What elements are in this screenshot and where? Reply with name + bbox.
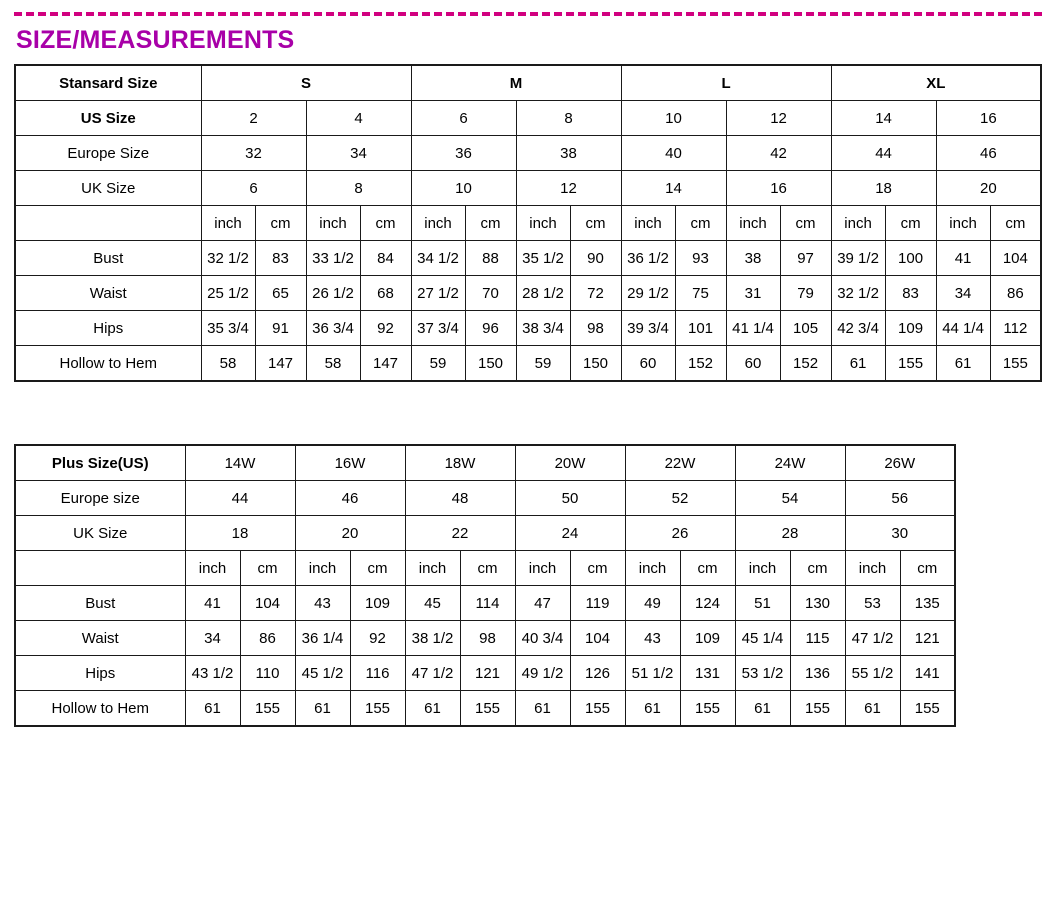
table-row	[15, 586, 955, 621]
group-l: L	[621, 65, 831, 101]
hollow-5: 150	[465, 346, 516, 382]
bust-plus-12: 53	[845, 586, 900, 621]
hollow-3: 147	[360, 346, 411, 382]
unit-13: cm	[885, 206, 936, 241]
bust-5: 88	[465, 241, 516, 276]
waist-plus-10: 45 1/4	[735, 621, 790, 656]
unit-plus-9: cm	[680, 551, 735, 586]
hips-plus-13: 141	[900, 656, 955, 691]
hollow-1: 147	[255, 346, 306, 382]
cell-uk-plus-3: 24	[515, 516, 625, 551]
bust-plus-2: 43	[295, 586, 350, 621]
unit-5: cm	[465, 206, 516, 241]
table-row	[15, 65, 1041, 101]
bust-plus-8: 49	[625, 586, 680, 621]
row-label-uk-size-plus: UK Size	[15, 516, 185, 551]
waist-12: 32 1/2	[831, 276, 885, 311]
cell-plus-4: 22W	[625, 445, 735, 481]
hips-plus-2: 45 1/2	[295, 656, 350, 691]
hips-plus-3: 116	[350, 656, 405, 691]
hips-1: 91	[255, 311, 306, 346]
unit-4: inch	[411, 206, 465, 241]
row-label-europe-size: Europe Size	[15, 136, 201, 171]
hips-plus-10: 53 1/2	[735, 656, 790, 691]
bust-plus-4: 45	[405, 586, 460, 621]
bust-plus-9: 124	[680, 586, 735, 621]
unit-10: inch	[726, 206, 780, 241]
bust-8: 36 1/2	[621, 241, 675, 276]
cell-us-5: 12	[726, 101, 831, 136]
hollow-plus-7: 155	[570, 691, 625, 727]
hips-11: 105	[780, 311, 831, 346]
cell-us-6: 14	[831, 101, 936, 136]
unit-6: inch	[516, 206, 570, 241]
bust-15: 104	[990, 241, 1041, 276]
waist-plus-4: 38 1/2	[405, 621, 460, 656]
hollow-plus-11: 155	[790, 691, 845, 727]
bust-13: 100	[885, 241, 936, 276]
hips-12: 42 3/4	[831, 311, 885, 346]
hollow-9: 152	[675, 346, 726, 382]
hollow-6: 59	[516, 346, 570, 382]
bust-0: 32 1/2	[201, 241, 255, 276]
cell-uk-7: 20	[936, 171, 1041, 206]
hips-plus-6: 49 1/2	[515, 656, 570, 691]
waist-7: 72	[570, 276, 621, 311]
bust-9: 93	[675, 241, 726, 276]
unit-9: cm	[675, 206, 726, 241]
row-label-waist: Waist	[15, 276, 201, 311]
row-label-units	[15, 206, 201, 241]
cell-uk-plus-0: 18	[185, 516, 295, 551]
cell-plus-2: 18W	[405, 445, 515, 481]
bust-10: 38	[726, 241, 780, 276]
row-label-hips-plus: Hips	[15, 656, 185, 691]
table-gap	[14, 382, 1042, 444]
unit-14: inch	[936, 206, 990, 241]
bust-12: 39 1/2	[831, 241, 885, 276]
hips-plus-5: 121	[460, 656, 515, 691]
hollow-plus-5: 155	[460, 691, 515, 727]
cell-plus-1: 16W	[295, 445, 405, 481]
standard-size-table	[14, 64, 1042, 382]
unit-plus-10: inch	[735, 551, 790, 586]
bust-2: 33 1/2	[306, 241, 360, 276]
hips-14: 44 1/4	[936, 311, 990, 346]
table-row	[15, 445, 955, 481]
bust-plus-0: 41	[185, 586, 240, 621]
waist-3: 68	[360, 276, 411, 311]
hollow-10: 60	[726, 346, 780, 382]
hips-plus-1: 110	[240, 656, 295, 691]
hips-10: 41 1/4	[726, 311, 780, 346]
waist-2: 26 1/2	[306, 276, 360, 311]
bust-plus-1: 104	[240, 586, 295, 621]
unit-plus-12: inch	[845, 551, 900, 586]
unit-3: cm	[360, 206, 411, 241]
hollow-4: 59	[411, 346, 465, 382]
hips-plus-9: 131	[680, 656, 735, 691]
table-row	[15, 311, 1041, 346]
cell-us-2: 6	[411, 101, 516, 136]
row-label-standard-size: Stansard Size	[15, 65, 201, 101]
bust-4: 34 1/2	[411, 241, 465, 276]
hollow-14: 61	[936, 346, 990, 382]
table-row	[15, 656, 955, 691]
cell-uk-5: 16	[726, 171, 831, 206]
unit-plus-13: cm	[900, 551, 955, 586]
cell-us-7: 16	[936, 101, 1041, 136]
unit-plus-1: cm	[240, 551, 295, 586]
row-label-hollow-to-hem: Hollow to Hem	[15, 346, 201, 382]
bust-plus-6: 47	[515, 586, 570, 621]
hips-plus-8: 51 1/2	[625, 656, 680, 691]
table-row	[15, 241, 1041, 276]
cell-eu-2: 36	[411, 136, 516, 171]
cell-uk-plus-2: 22	[405, 516, 515, 551]
cell-uk-plus-1: 20	[295, 516, 405, 551]
hips-3: 92	[360, 311, 411, 346]
hips-plus-4: 47 1/2	[405, 656, 460, 691]
waist-8: 29 1/2	[621, 276, 675, 311]
cell-uk-6: 18	[831, 171, 936, 206]
hollow-7: 150	[570, 346, 621, 382]
waist-plus-5: 98	[460, 621, 515, 656]
row-label-waist-plus: Waist	[15, 621, 185, 656]
group-m: M	[411, 65, 621, 101]
hips-2: 36 3/4	[306, 311, 360, 346]
cell-uk-plus-4: 26	[625, 516, 735, 551]
cell-plus-6: 26W	[845, 445, 955, 481]
cell-us-3: 8	[516, 101, 621, 136]
waist-4: 27 1/2	[411, 276, 465, 311]
row-label-uk-size: UK Size	[15, 171, 201, 206]
cell-eu-3: 38	[516, 136, 621, 171]
cell-eu-plus-1: 46	[295, 481, 405, 516]
unit-7: cm	[570, 206, 621, 241]
table-row	[15, 136, 1041, 171]
unit-0: inch	[201, 206, 255, 241]
unit-plus-11: cm	[790, 551, 845, 586]
table-row	[15, 101, 1041, 136]
cell-eu-plus-6: 56	[845, 481, 955, 516]
waist-plus-12: 47 1/2	[845, 621, 900, 656]
cell-uk-1: 8	[306, 171, 411, 206]
waist-plus-3: 92	[350, 621, 405, 656]
unit-8: inch	[621, 206, 675, 241]
waist-6: 28 1/2	[516, 276, 570, 311]
hollow-plus-2: 61	[295, 691, 350, 727]
table-row	[15, 481, 955, 516]
table-row	[15, 206, 1041, 241]
cell-eu-plus-3: 50	[515, 481, 625, 516]
waist-plus-13: 121	[900, 621, 955, 656]
hollow-13: 155	[885, 346, 936, 382]
waist-plus-9: 109	[680, 621, 735, 656]
hollow-0: 58	[201, 346, 255, 382]
page-title: SIZE/MEASUREMENTS	[16, 26, 295, 54]
table-row	[15, 621, 955, 656]
cell-eu-7: 46	[936, 136, 1041, 171]
bust-1: 83	[255, 241, 306, 276]
hips-plus-11: 136	[790, 656, 845, 691]
row-label-hollow-to-hem-plus: Hollow to Hem	[15, 691, 185, 727]
waist-plus-11: 115	[790, 621, 845, 656]
waist-plus-7: 104	[570, 621, 625, 656]
cell-uk-3: 12	[516, 171, 621, 206]
cell-uk-2: 10	[411, 171, 516, 206]
waist-plus-2: 36 1/4	[295, 621, 350, 656]
waist-5: 70	[465, 276, 516, 311]
cell-plus-0: 14W	[185, 445, 295, 481]
unit-2: inch	[306, 206, 360, 241]
hips-plus-12: 55 1/2	[845, 656, 900, 691]
unit-plus-7: cm	[570, 551, 625, 586]
hollow-8: 60	[621, 346, 675, 382]
hollow-plus-0: 61	[185, 691, 240, 727]
table-row	[15, 516, 955, 551]
cell-plus-5: 24W	[735, 445, 845, 481]
hollow-plus-10: 61	[735, 691, 790, 727]
hollow-plus-8: 61	[625, 691, 680, 727]
bust-plus-7: 119	[570, 586, 625, 621]
waist-10: 31	[726, 276, 780, 311]
row-label-hips: Hips	[15, 311, 201, 346]
row-label-us-size: US Size	[15, 101, 201, 136]
unit-1: cm	[255, 206, 306, 241]
unit-plus-4: inch	[405, 551, 460, 586]
hips-13: 109	[885, 311, 936, 346]
bust-plus-5: 114	[460, 586, 515, 621]
row-label-bust: Bust	[15, 241, 201, 276]
hollow-plus-6: 61	[515, 691, 570, 727]
waist-plus-6: 40 3/4	[515, 621, 570, 656]
cell-us-4: 10	[621, 101, 726, 136]
row-label-europe-size-plus: Europe size	[15, 481, 185, 516]
dashed-divider	[14, 12, 1042, 16]
unit-15: cm	[990, 206, 1041, 241]
hips-7: 98	[570, 311, 621, 346]
waist-11: 79	[780, 276, 831, 311]
hips-6: 38 3/4	[516, 311, 570, 346]
hollow-11: 152	[780, 346, 831, 382]
hips-15: 112	[990, 311, 1041, 346]
hips-plus-7: 126	[570, 656, 625, 691]
hollow-15: 155	[990, 346, 1041, 382]
hips-plus-0: 43 1/2	[185, 656, 240, 691]
waist-14: 34	[936, 276, 990, 311]
hollow-plus-9: 155	[680, 691, 735, 727]
hollow-plus-4: 61	[405, 691, 460, 727]
table-row	[15, 276, 1041, 311]
bust-7: 90	[570, 241, 621, 276]
cell-uk-plus-5: 28	[735, 516, 845, 551]
unit-12: inch	[831, 206, 885, 241]
bust-14: 41	[936, 241, 990, 276]
table-row	[15, 346, 1041, 382]
cell-uk-0: 6	[201, 171, 306, 206]
cell-eu-1: 34	[306, 136, 411, 171]
unit-11: cm	[780, 206, 831, 241]
size-chart-page	[0, 12, 1056, 910]
plus-size-table	[14, 444, 956, 727]
cell-eu-4: 40	[621, 136, 726, 171]
waist-13: 83	[885, 276, 936, 311]
hips-8: 39 3/4	[621, 311, 675, 346]
unit-plus-3: cm	[350, 551, 405, 586]
waist-9: 75	[675, 276, 726, 311]
hollow-plus-12: 61	[845, 691, 900, 727]
hollow-12: 61	[831, 346, 885, 382]
unit-plus-6: inch	[515, 551, 570, 586]
hollow-plus-3: 155	[350, 691, 405, 727]
cell-us-1: 4	[306, 101, 411, 136]
cell-eu-plus-0: 44	[185, 481, 295, 516]
hips-9: 101	[675, 311, 726, 346]
waist-plus-0: 34	[185, 621, 240, 656]
hips-5: 96	[465, 311, 516, 346]
unit-plus-8: inch	[625, 551, 680, 586]
table-row	[15, 691, 955, 727]
hollow-2: 58	[306, 346, 360, 382]
hollow-plus-13: 155	[900, 691, 955, 727]
cell-eu-plus-5: 54	[735, 481, 845, 516]
cell-uk-4: 14	[621, 171, 726, 206]
cell-eu-6: 44	[831, 136, 936, 171]
hollow-plus-1: 155	[240, 691, 295, 727]
cell-eu-5: 42	[726, 136, 831, 171]
cell-us-0: 2	[201, 101, 306, 136]
group-s: S	[201, 65, 411, 101]
row-label-units-plus	[15, 551, 185, 586]
waist-1: 65	[255, 276, 306, 311]
waist-plus-8: 43	[625, 621, 680, 656]
cell-plus-3: 20W	[515, 445, 625, 481]
row-label-plus-size: Plus Size(US)	[15, 445, 185, 481]
waist-0: 25 1/2	[201, 276, 255, 311]
group-xl: XL	[831, 65, 1041, 101]
bust-plus-13: 135	[900, 586, 955, 621]
cell-eu-0: 32	[201, 136, 306, 171]
bust-plus-11: 130	[790, 586, 845, 621]
bust-plus-3: 109	[350, 586, 405, 621]
unit-plus-2: inch	[295, 551, 350, 586]
table-row	[15, 551, 955, 586]
cell-uk-plus-6: 30	[845, 516, 955, 551]
waist-15: 86	[990, 276, 1041, 311]
waist-plus-1: 86	[240, 621, 295, 656]
table-row	[15, 171, 1041, 206]
bust-plus-10: 51	[735, 586, 790, 621]
hips-0: 35 3/4	[201, 311, 255, 346]
cell-eu-plus-4: 52	[625, 481, 735, 516]
row-label-bust-plus: Bust	[15, 586, 185, 621]
cell-eu-plus-2: 48	[405, 481, 515, 516]
hips-4: 37 3/4	[411, 311, 465, 346]
bust-6: 35 1/2	[516, 241, 570, 276]
unit-plus-5: cm	[460, 551, 515, 586]
bust-11: 97	[780, 241, 831, 276]
unit-plus-0: inch	[185, 551, 240, 586]
bust-3: 84	[360, 241, 411, 276]
